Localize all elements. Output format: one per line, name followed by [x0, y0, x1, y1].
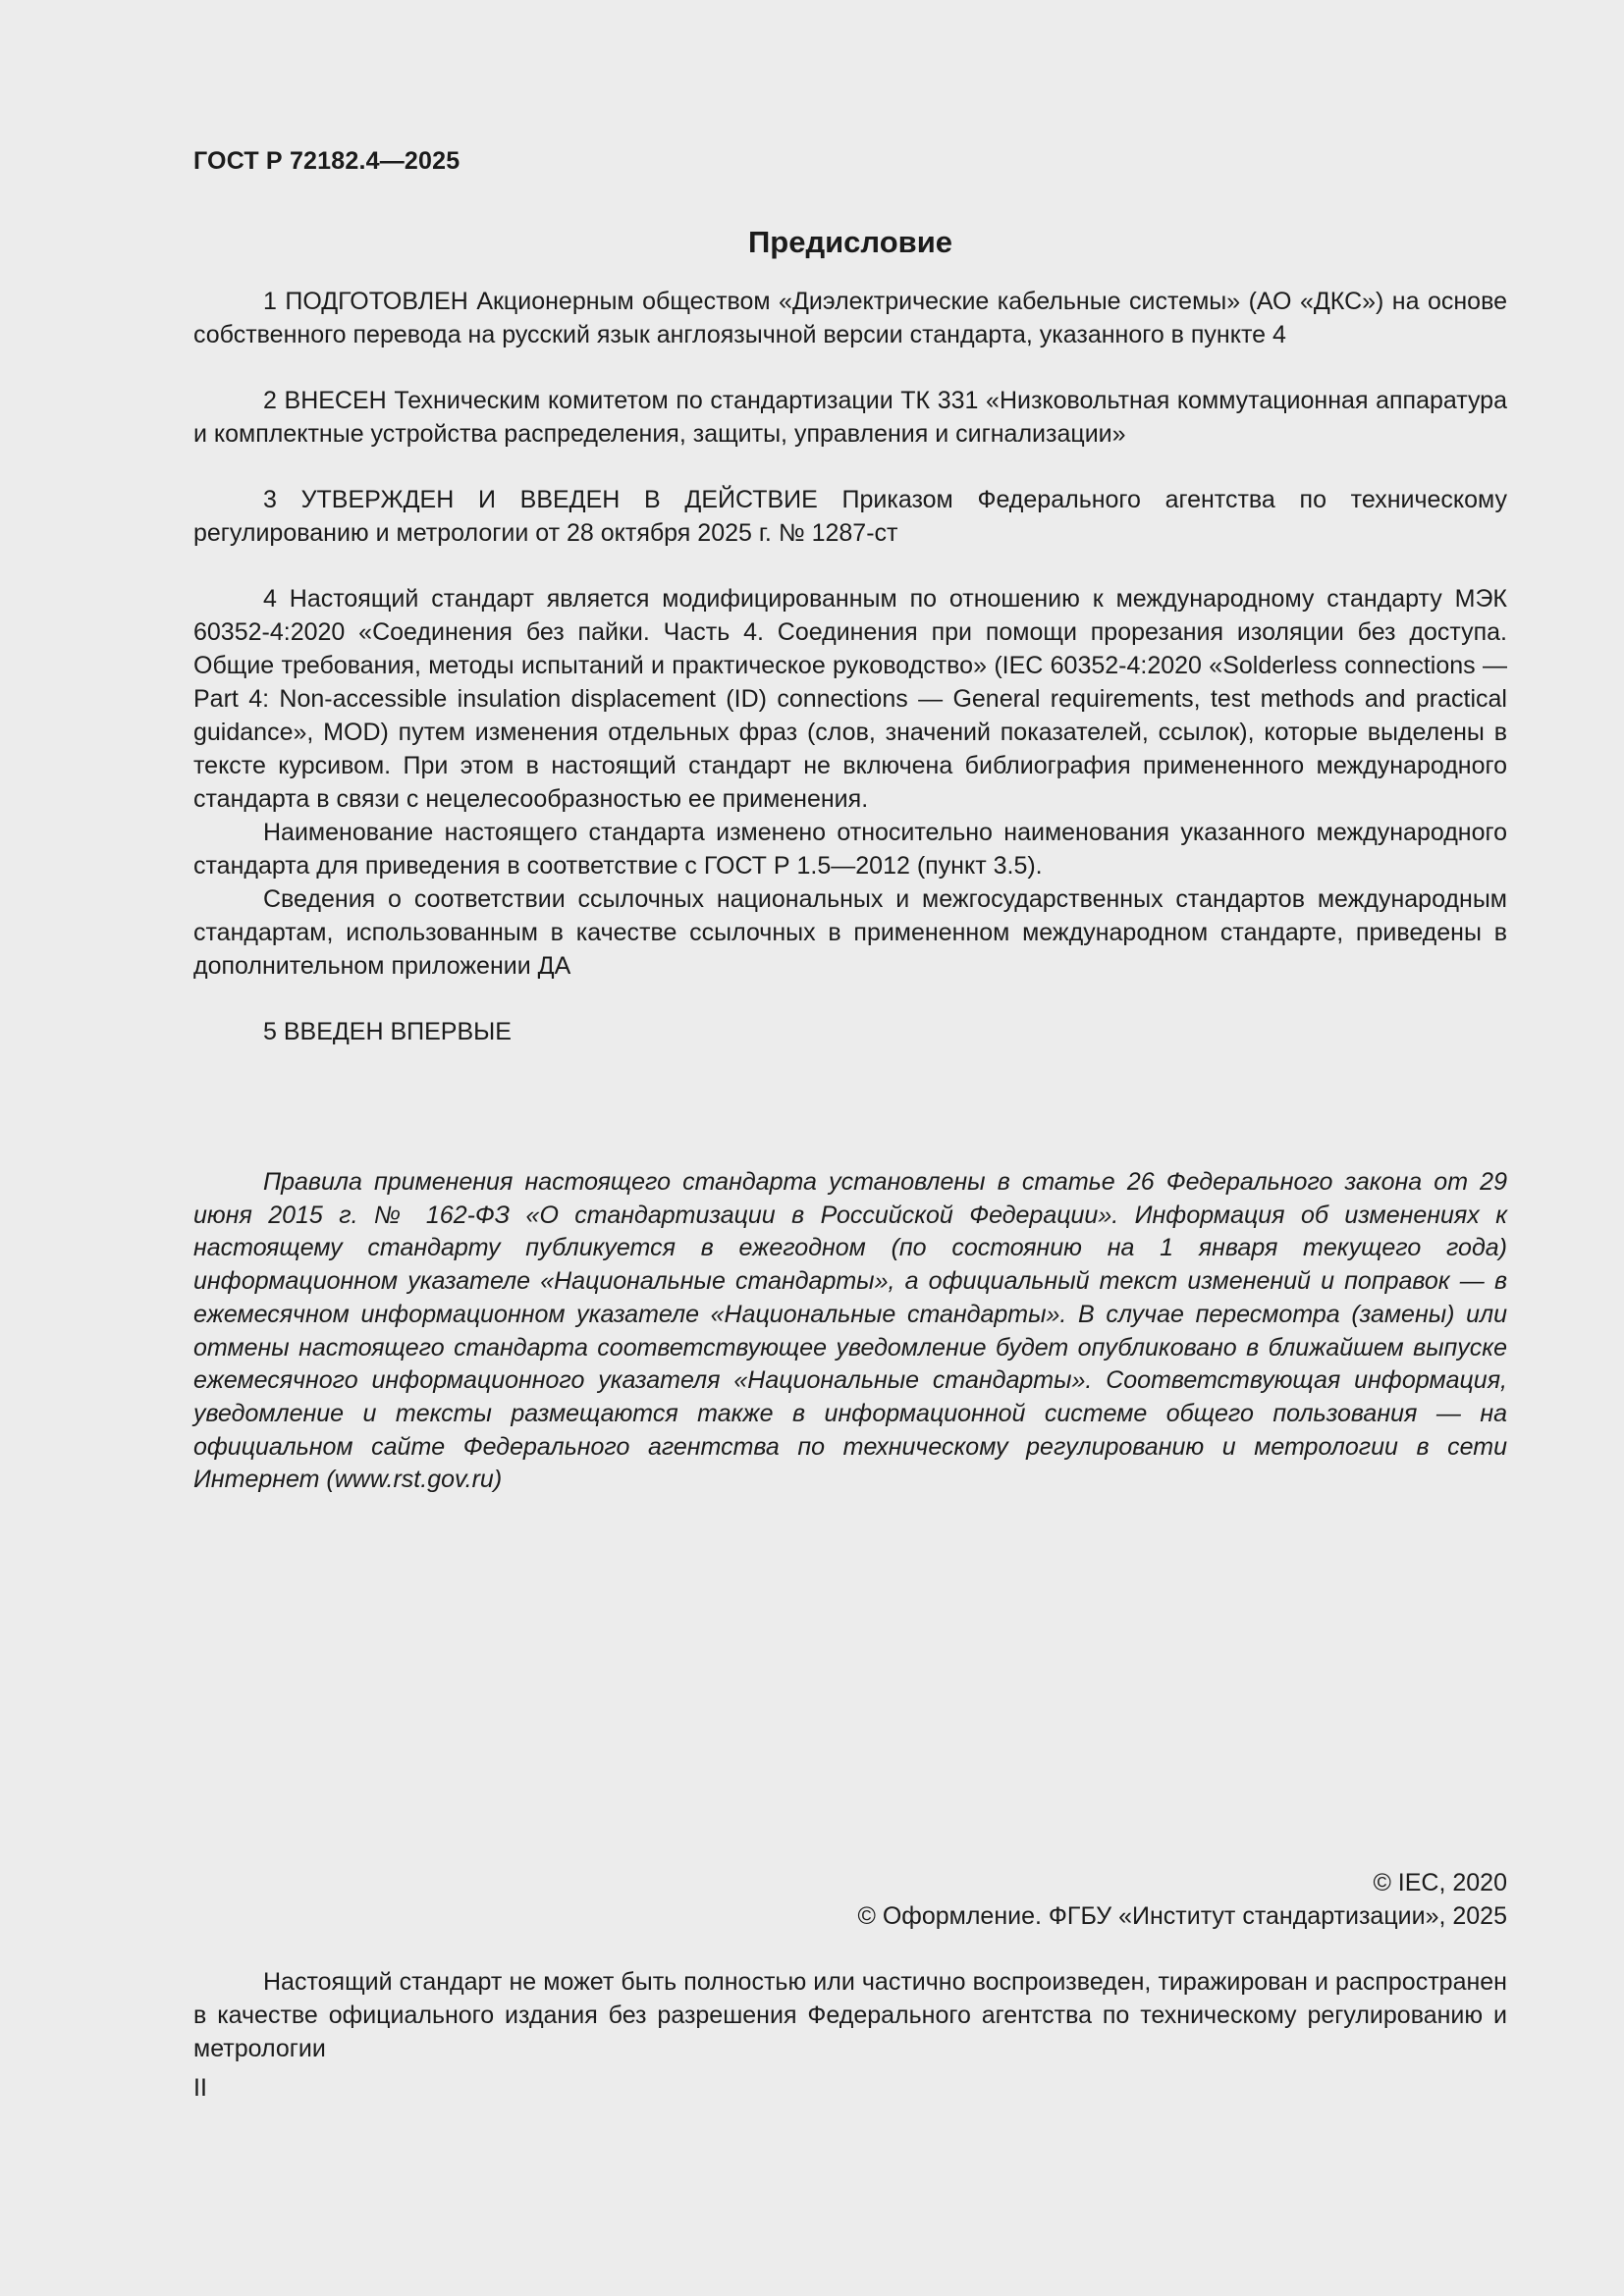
reproduction-notice-text: Настоящий стандарт не может быть полностью или частично воспроизведен, тиражирован и распространен в качестве официального издания без разрешения Федерального агентства по техническому регулированию и метрологии [193, 1968, 1507, 2062]
paragraph-prepared: 1 ПОДГОТОВЛЕН Акционерным обществом «Диэлектрические кабельные системы» (АО «ДКС») на основе собственного перевода на русский язык англоязычной версии стандарта, указанного в пункте 4 [193, 288, 1507, 348]
rules-notice-text: Правила применения настоящего стандарта установлены в статье 26 Федерального закона от 29 июня 2015 г. № 162-ФЗ «О стандартизации в Российской Федерации». Информация об изменениях к настоящему стандарту публикуется в ежегодном (по состоянию на 1 января текущего года) информационном указателе «Национальные стандарты», а официальный текст изменений и поправок — в ежемесячном информационном указателе «Национальные стандарты». В случае пересмотра (замены) или отмены настоящего стандарта соответствующее уведомление будет опубликовано в ближайшем выпуске ежемесячного информационного указателя «Национальные стандарты». Соответствующая информация, уведомление и тексты размещаются также в информационной системе общего пользования — на официальном сайте Федерального агентства по техническому регулированию и метрологии в сети Интернет (www.rst.gov.ru) [193, 1168, 1507, 1494]
copyright-block [193, 1866, 1507, 1933]
paragraph-first-introduced: 5 ВВЕДЕН ВПЕРВЫЕ [263, 1018, 512, 1045]
reproduction-notice-block [193, 1965, 1507, 2065]
page-title: Предисловие [747, 225, 952, 259]
paragraph-modified-standard: 4 Настоящий стандарт является модифицированным по отношению к международному стандарту МЭК 60352-4:2020 «Соединения без пайки. Часть 4. Соединения при помощи прорезания изоляции без доступа. Общие требования, методы испытаний и практическое руководство» (IEC 60352-4:2020 «Solderless connections — Part 4: Non-accessible insulation displacement (ID) connections — General requirements, test methods and practical guidance», MOD) путем изменения отдельных фраз (слов, значений показателей, ссылок), которые выделены в тексте курсивом. При этом в настоящий стандарт не включена библиография примененного международного стандарта в связи с нецелесообразностью ее применения. [193, 585, 1507, 813]
paragraph-references: Сведения о соответствии ссылочных национальных и межгосударственных стандартов международным стандартам, использованным в качестве ссылочных в примененном международном стандарте, приведены в дополнительном приложении ДА [193, 885, 1507, 980]
page-number: II [193, 2074, 207, 2102]
copyright-iec: © IEC, 2020 [1373, 1869, 1507, 1896]
foreword-body [193, 285, 1507, 1048]
paragraph-approved: 3 УТВЕРЖДЕН И ВВЕДЕН В ДЕЙСТВИЕ Приказом Федерального агентства по техническому регулированию и метрологии от 28 октября 2025 г. № 1287-ст [193, 486, 1507, 547]
paragraph-name-change: Наименование настоящего стандарта изменено относительно наименования указанного международного стандарта для приведения в соответствие с ГОСТ Р 1.5—2012 (пункт 3.5). [193, 819, 1507, 880]
rules-notice-block [193, 1166, 1507, 1497]
standard-code-header: ГОСТ Р 72182.4—2025 [193, 147, 460, 175]
copyright-design: © Оформление. ФГБУ «Институт стандартизации», 2025 [857, 1902, 1507, 1930]
paragraph-introduced: 2 ВНЕСЕН Техническим комитетом по стандартизации ТК 331 «Низковольтная коммутационная аппаратура и комплектные устройства распределения, защиты, управления и сигнализации» [193, 387, 1507, 448]
